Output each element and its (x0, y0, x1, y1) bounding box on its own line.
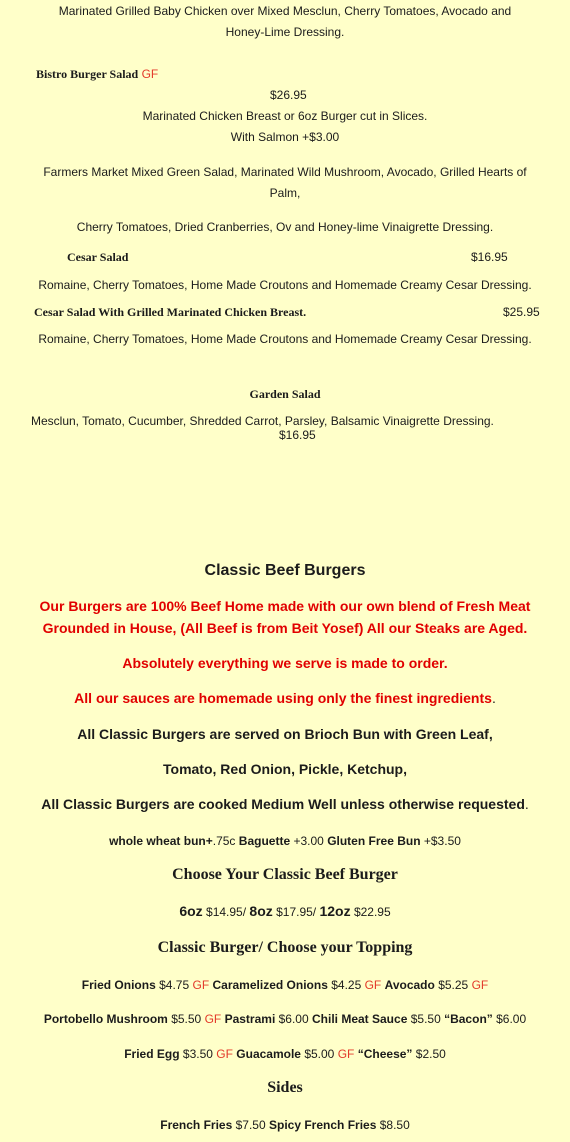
sides-row (0, 1118, 570, 1132)
topping-name: Guacamole (236, 1047, 301, 1061)
side-name: Spicy French Fries (269, 1118, 377, 1132)
wheat-bun-label: whole wheat bun+ (109, 834, 213, 848)
topping-name: Portobello Mushroom (43, 1012, 168, 1026)
size-6oz-price: $14.95/ (206, 905, 247, 919)
gf-badge: GF (141, 67, 159, 81)
garden-salad-desc: Mesclun, Tomato, Cucumber, Shredded Carrot, Parsley, Balsamic Vinaigrette Dressing. (31, 414, 494, 428)
choose-burger-title: Choose Your Classic Beef Burger (172, 866, 398, 883)
topping-name: Pastrami (224, 1012, 276, 1026)
burgers-note-red2: Grounded in House, (All Beef is from Beit Yosef) All our Steaks are Aged. (42, 620, 528, 636)
side-name: French Fries (160, 1118, 233, 1132)
bistro-salad-desc2: With Salmon +$3.00 (230, 130, 340, 144)
bun-options (0, 834, 570, 848)
grilled-chicken-description-line1: Marinated Grilled Baby Chicken over Mixed Mesclun, Cherry Tomatoes, Avocado and (58, 4, 512, 18)
burgers-note-red4 (0, 690, 570, 707)
topping-price: $5.25 (438, 978, 469, 992)
topping-name: Fried Egg (124, 1047, 180, 1061)
cesar-chicken-desc: Romaine, Cherry Tomatoes, Home Made Croutons and Homemade Creamy Cesar Dressing. (38, 332, 532, 346)
burgers-note-red1: Our Burgers are 100% Beef Home made with our own blend of Fresh Meat (39, 598, 531, 614)
gf-badge: GF (337, 1047, 355, 1061)
topping-title: Classic Burger/ Choose your Topping (157, 939, 413, 956)
bistro-salad-desc5: Cherry Tomatoes, Dried Cranberries, Ov and Honey-lime Vinaigrette Dressing. (76, 220, 494, 234)
cesar-chicken-price: $25.95 (503, 305, 540, 319)
size-8oz: 8oz (249, 903, 273, 919)
burgers-note-red3: Absolutely everything we serve is made to order. (122, 655, 448, 671)
gluten-free-bun-label: Gluten Free Bun (327, 834, 421, 848)
gf-badge: GF (471, 978, 489, 992)
wheat-bun-price: .75c (212, 834, 236, 848)
topping-name: Avocado (384, 978, 435, 992)
cesar-salad-desc: Romaine, Cherry Tomatoes, Home Made Croutons and Homemade Creamy Cesar Dressing. (38, 278, 532, 292)
sauces-note: All our sauces are homemade using only the finest ingredients (74, 690, 492, 706)
sauces-note-period: . (491, 690, 496, 706)
topping-price: $5.00 (304, 1047, 335, 1061)
grilled-chicken-description-line2: Honey-Lime Dressing. (225, 25, 345, 39)
cesar-salad-price: $16.95 (471, 250, 508, 264)
bistro-salad-price: $26.95 (270, 88, 307, 102)
burger-sizes (0, 903, 570, 920)
burgers-note-black2: Tomato, Red Onion, Pickle, Ketchup, (163, 761, 407, 777)
topping-name: Chili Meat Sauce (312, 1012, 408, 1026)
topping-price: $4.75 (159, 978, 190, 992)
cesar-chicken-name: Cesar Salad With Grilled Marinated Chicken Breast. (34, 305, 307, 319)
garden-salad-price: $16.95 (279, 428, 316, 442)
toppings-row3 (0, 1047, 570, 1061)
baguette-price: +3.00 (293, 834, 324, 848)
cooked-medium-well-note: All Classic Burgers are cooked Medium Well unless otherwise requested (41, 796, 525, 812)
topping-price: $5.50 (171, 1012, 202, 1026)
burgers-note-black1: All Classic Burgers are served on Brioch Bun with Green Leaf, (77, 726, 493, 742)
size-12oz: 12oz (319, 903, 351, 919)
toppings-row2 (0, 1012, 570, 1026)
side-price: $7.50 (235, 1118, 266, 1132)
bistro-salad-name: Bistro Burger Salad (36, 67, 139, 81)
gf-badge: GF (192, 978, 210, 992)
gf-badge: GF (364, 978, 382, 992)
bistro-salad-heading (36, 67, 158, 81)
size-6oz: 6oz (179, 903, 203, 919)
burgers-title: Classic Beef Burgers (204, 562, 366, 579)
topping-price: $4.25 (331, 978, 362, 992)
topping-price: $2.50 (415, 1047, 446, 1061)
topping-price: $5.50 (410, 1012, 441, 1026)
baguette-label: Baguette (238, 834, 291, 848)
topping-name: “Bacon” (444, 1012, 493, 1026)
topping-name: Caramelized Onions (212, 978, 328, 992)
garden-salad-name: Garden Salad (249, 387, 321, 401)
bistro-salad-desc3: Farmers Market Mixed Green Salad, Marinated Wild Mushroom, Avocado, Grilled Hearts of (43, 165, 527, 179)
topping-price: $3.50 (182, 1047, 213, 1061)
side-price: $8.50 (379, 1118, 410, 1132)
topping-price: $6.00 (496, 1012, 527, 1026)
topping-name: “Cheese” (357, 1047, 413, 1061)
size-12oz-price: $22.95 (353, 905, 391, 919)
cooked-note-period: . (524, 796, 529, 812)
gluten-free-bun-price: +$3.50 (423, 834, 461, 848)
sides-title: Sides (267, 1079, 303, 1096)
gf-badge: GF (216, 1047, 233, 1061)
topping-name: Fried Onions (81, 978, 156, 992)
cesar-salad-name: Cesar Salad (67, 250, 129, 264)
topping-price: $6.00 (278, 1012, 309, 1026)
toppings-row1 (0, 978, 570, 992)
bistro-salad-desc1: Marinated Chicken Breast or 6oz Burger cut in Slices. (142, 109, 428, 123)
bistro-salad-desc4: Palm, (269, 186, 301, 200)
gf-badge: GF (204, 1012, 222, 1026)
size-8oz-price: $17.95/ (276, 905, 317, 919)
burgers-note-black3 (0, 796, 570, 813)
